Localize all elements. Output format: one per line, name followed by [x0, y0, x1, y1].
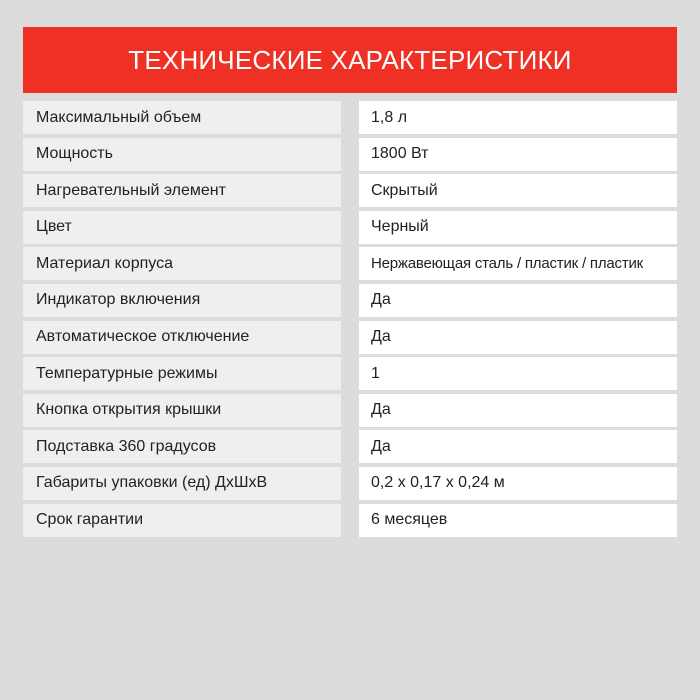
spec-label: Температурные режимы [23, 357, 341, 390]
spec-value: Да [359, 430, 677, 463]
spec-row-temperature-modes [23, 357, 677, 390]
spec-value: Да [359, 284, 677, 317]
spec-label: Кнопка открытия крышки [23, 394, 341, 427]
spec-row-360-stand [23, 430, 677, 463]
spec-label: Цвет [23, 211, 341, 244]
spec-label: Срок гарантии [23, 504, 341, 537]
spec-label: Мощность [23, 138, 341, 171]
spec-value: 6 месяцев [359, 504, 677, 537]
spec-label: Материал корпуса [23, 247, 341, 280]
spec-value: 1,8 л [359, 101, 677, 134]
spec-label: Габариты упаковки (ед) ДхШхВ [23, 467, 341, 500]
specs-header [23, 27, 677, 93]
spec-label: Индикатор включения [23, 284, 341, 317]
spec-value: 1800 Вт [359, 138, 677, 171]
spec-row-lid-button [23, 394, 677, 427]
spec-row-auto-shutoff [23, 321, 677, 354]
spec-row-heating-element [23, 174, 677, 207]
spec-label: Нагревательный элемент [23, 174, 341, 207]
spec-value: Да [359, 321, 677, 354]
spec-row-max-volume [23, 101, 677, 134]
spec-row-power-indicator [23, 284, 677, 317]
spec-label: Автоматическое отключение [23, 321, 341, 354]
spec-row-color [23, 211, 677, 244]
spec-label: Подставка 360 градусов [23, 430, 341, 463]
spec-row-body-material [23, 247, 677, 280]
spec-value: Скрытый [359, 174, 677, 207]
spec-value: 0,2 х 0,17 х 0,24 м [359, 467, 677, 500]
spec-value: Да [359, 394, 677, 427]
spec-row-power [23, 138, 677, 171]
spec-row-warranty [23, 504, 677, 537]
spec-label: Максимальный объем [23, 101, 341, 134]
spec-row-package-dimensions [23, 467, 677, 500]
specs-table [23, 101, 677, 540]
specs-title: ТЕХНИЧЕСКИЕ ХАРАКТЕРИСТИКИ [128, 44, 572, 75]
spec-value: Нержавеющая сталь / пластик / пластик [359, 247, 677, 280]
spec-value: Черный [359, 211, 677, 244]
spec-value: 1 [359, 357, 677, 390]
